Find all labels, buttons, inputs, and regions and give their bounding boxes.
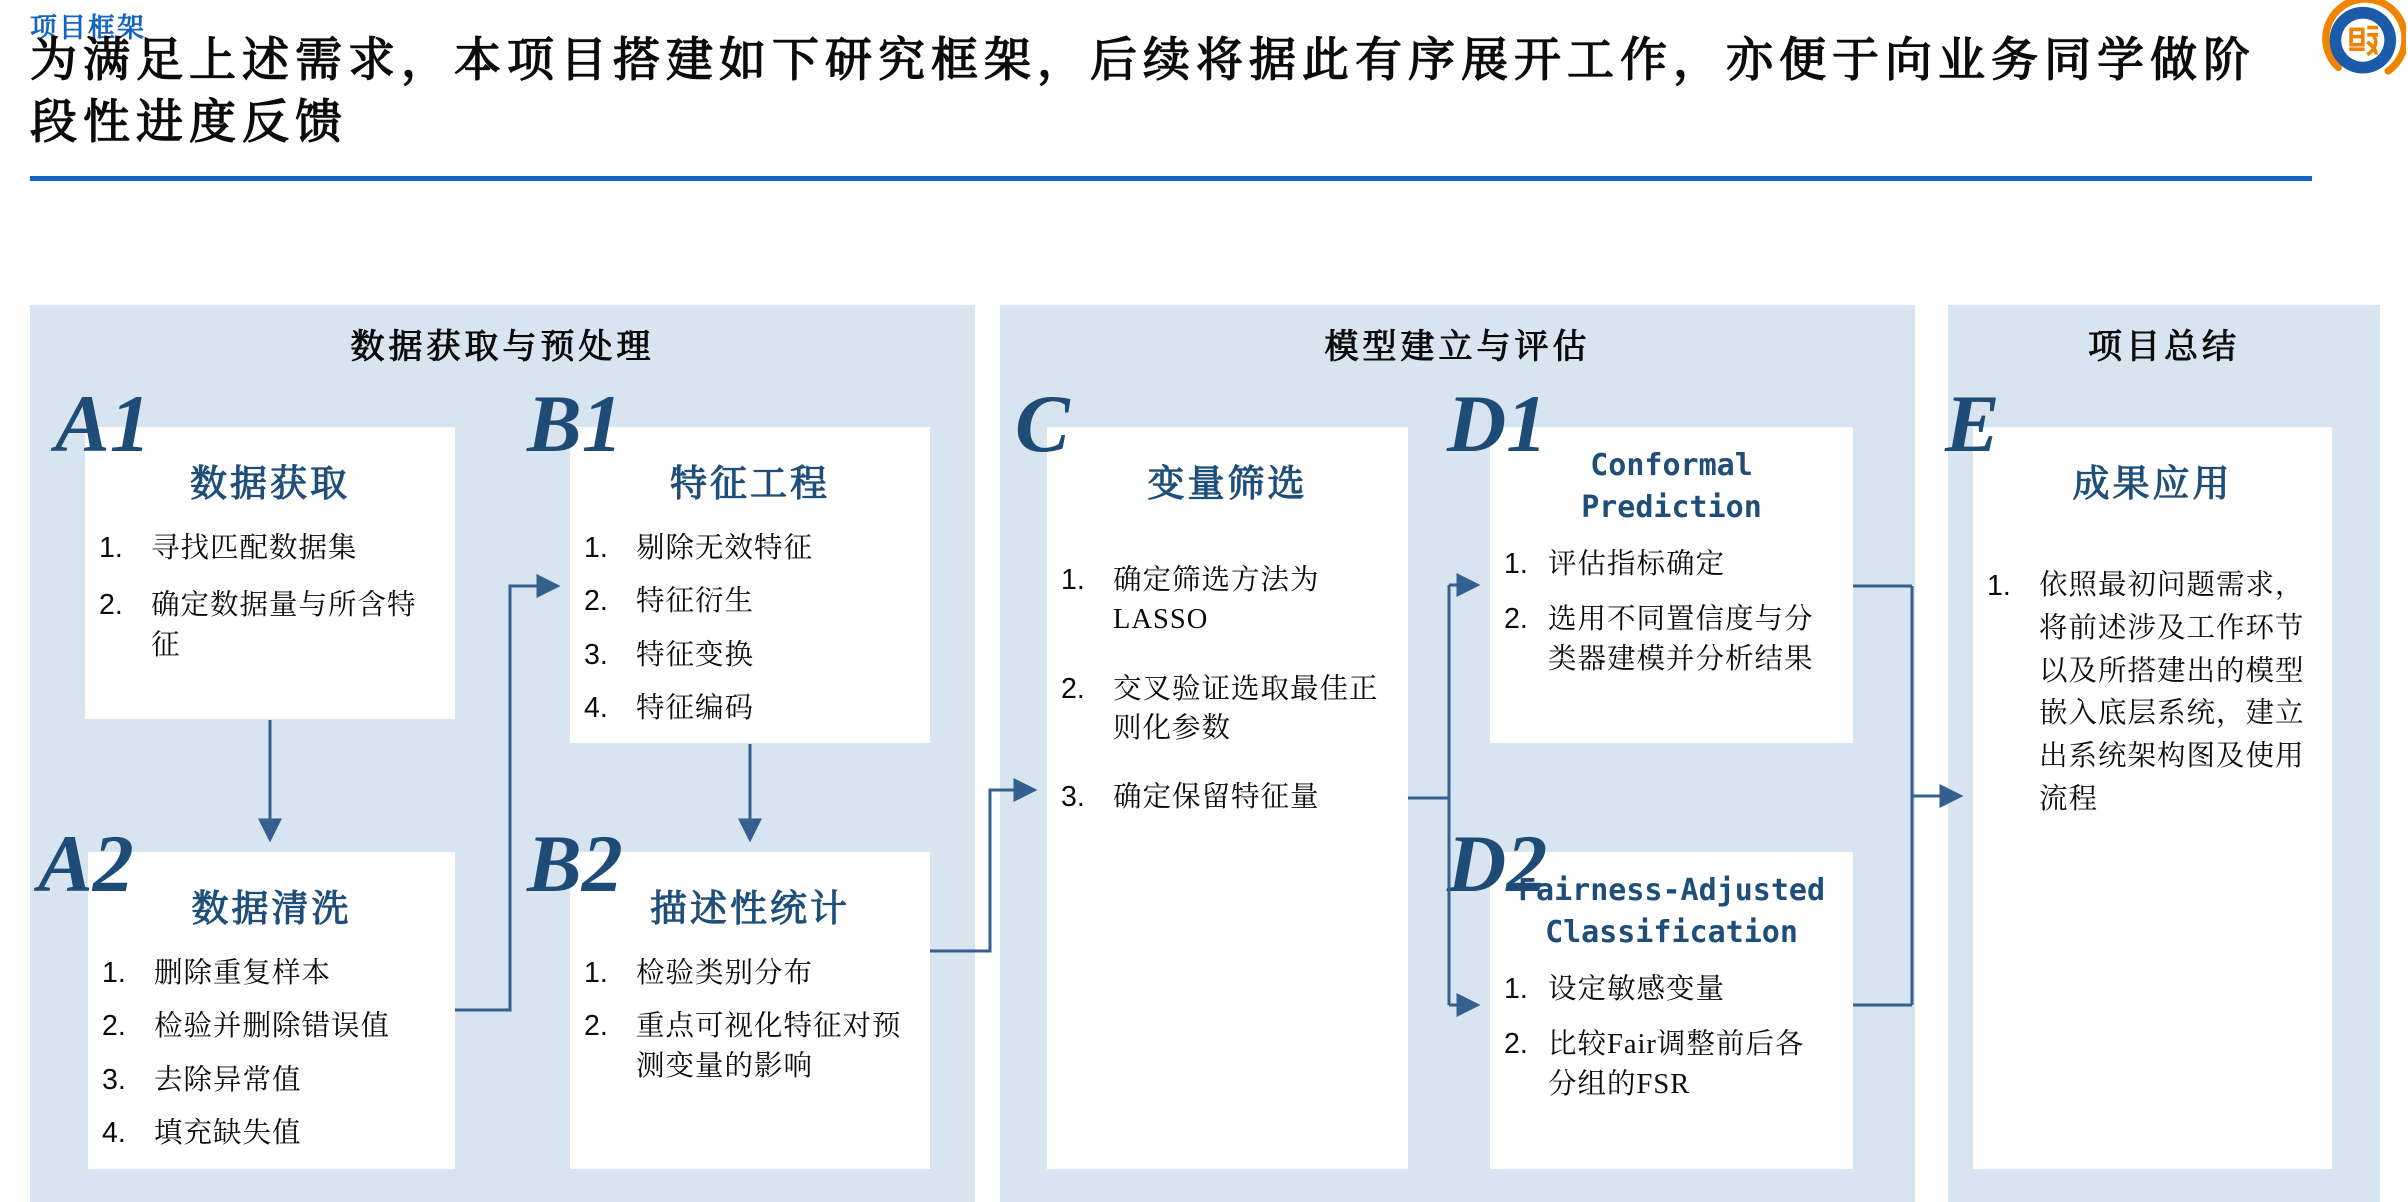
- list-item: 确定筛选方法为LASSO: [1113, 565, 1320, 636]
- panel-header: 数据获取与预处理: [350, 329, 655, 366]
- panel-header: 项目总结: [2088, 329, 2240, 366]
- letter-e: E: [1945, 378, 2000, 469]
- box-title: 数据获取: [190, 464, 350, 505]
- box-feature-engineering: [570, 427, 930, 743]
- letter-b2: B2: [527, 818, 623, 909]
- list-item: 确定数据量与所含特征: [151, 590, 417, 661]
- list-item: 特征编码: [636, 692, 755, 724]
- box-variable-selection: [1047, 427, 1408, 1169]
- box-title: 特征工程: [670, 464, 830, 505]
- list-item: 检验并删除错误值: [154, 1011, 391, 1043]
- list-item: 特征变换: [636, 639, 755, 671]
- slide-title: 为满足上述需求，本项目搭建如下研究框架，后续将据此有序展开工作，亦便于向业务同学做阶段性进度反馈: [30, 35, 2256, 150]
- list-item: 删除重复样本: [154, 958, 332, 989]
- list-item: 寻找匹配数据集: [151, 533, 358, 564]
- box-data-cleaning: [88, 852, 455, 1169]
- list-item: 设定敏感变量: [1548, 974, 1726, 1005]
- list-item: 比较Fair调整前后各分组的FSR: [1548, 1029, 1805, 1100]
- list-item: 检验类别分布: [636, 958, 814, 989]
- box-title: Fairness-Adjusted Classification: [1517, 873, 1826, 950]
- letter-d2: D2: [1447, 818, 1548, 909]
- box-title: Conformal Prediction: [1581, 448, 1762, 525]
- box-data-acquisition: [85, 427, 455, 719]
- box-title: 描述性统计: [650, 889, 850, 930]
- title-divider: [30, 176, 2312, 181]
- box-title: 数据清洗: [191, 889, 352, 930]
- letter-c: C: [1015, 378, 1070, 469]
- list-item: 重点可视化特征对预测变量的影响: [636, 1011, 902, 1082]
- box-descriptive-statistics: [570, 852, 930, 1169]
- panel-header: 模型建立与评估: [1324, 329, 1591, 366]
- letter-a1: A1: [55, 378, 151, 469]
- slide-eyebrow: 项目框架: [30, 13, 146, 43]
- box-conformal-prediction: [1490, 427, 1853, 743]
- list-item: 依照最初问题需求，将前述涉及工作环节以及所搭建出的模型嵌入底层系统，建立出系统架构图及使用流程: [2039, 570, 2305, 815]
- list-item: 确定保留特征量: [1113, 782, 1320, 814]
- letter-d1: D1: [1447, 378, 1548, 469]
- letter-b1: B1: [527, 378, 623, 469]
- list-item: 特征衍生: [636, 586, 755, 618]
- box-results-application: [1973, 427, 2332, 1169]
- school-of-management-logo: [2316, 0, 2406, 88]
- list-item: 剔除无效特征: [636, 533, 814, 564]
- letter-a2: A2: [38, 818, 134, 909]
- box-title: 成果应用: [2072, 464, 2233, 505]
- list-item: 去除异常值: [154, 1064, 302, 1096]
- list-item: 填充缺失值: [154, 1117, 302, 1149]
- list-item: 评估指标确定: [1548, 549, 1726, 580]
- list-item: 选用不同置信度与分类器建模并分析结果: [1548, 604, 1814, 675]
- list-item: 交叉验证选取最佳正则化参数: [1113, 673, 1379, 744]
- box-title: 变量筛选: [1147, 464, 1308, 505]
